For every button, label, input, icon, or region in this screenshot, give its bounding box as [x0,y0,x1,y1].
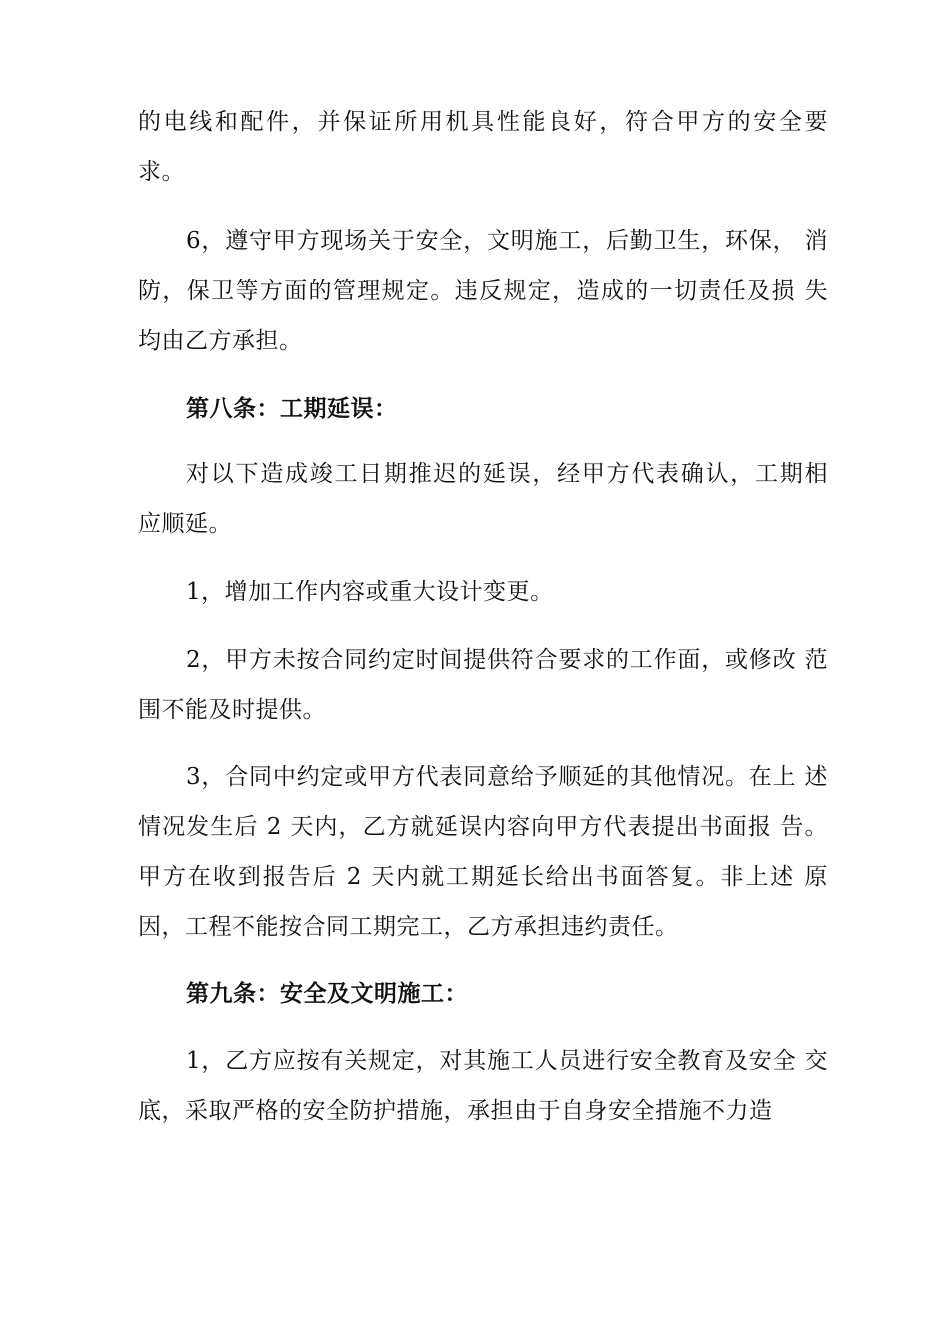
text-line: 甲方在收到报告后 2 天内就工期延长给出书面答复。非上述 原 [138,864,828,890]
paragraph-delay-intro [138,449,828,549]
text-line: 防，保卫等方面的管理规定。违反规定，造成的一切责任及损 失 [138,278,828,304]
section-heading-article-8 [138,384,828,434]
paragraph-item-6 [138,216,828,366]
text-line: 应顺延。 [138,511,232,537]
paragraph-safety-item-1 [138,1036,828,1136]
heading-text: 第八条：工期延误： [186,396,398,422]
text-line: 均由乙方承担。 [138,328,303,354]
heading-text: 第九条：安全及文明施工： [186,981,468,1007]
text-line: 6，遵守甲方现场关于安全，文明施工，后勤卫生，环保， 消 [186,228,828,254]
text-line: 围不能及时提供。 [138,697,326,723]
paragraph-delay-item-2 [138,635,828,735]
text-line: 对以下造成竣工日期推迟的延误，经甲方代表确认，工期相 [186,461,828,487]
paragraph-continuation [138,97,828,197]
text-line: 求。 [138,159,185,185]
text-line: 1，乙方应按有关规定，对其施工人员进行安全教育及安全 交 [186,1048,828,1074]
text-line: 底，采取严格的安全防护措施，承担由于自身安全措施不力造 [138,1098,773,1124]
text-line: 情况发生后 2 天内，乙方就延误内容向甲方代表提出书面报 告。 [138,814,828,840]
text-line: 3，合同中约定或甲方代表同意给予顺延的其他情况。在上 述 [186,764,828,790]
text-line: 1，增加工作内容或重大设计变更。 [186,579,554,605]
section-heading-article-9 [138,969,828,1019]
text-line: 2，甲方未按合同约定时间提供符合要求的工作面，或修改 范 [186,647,828,673]
paragraph-delay-item-3 [138,752,828,952]
paragraph-delay-item-1 [138,567,828,617]
text-line: 因，工程不能按合同工期完工，乙方承担违约责任。 [138,914,679,940]
text-line: 的电线和配件，并保证所用机具性能良好，符合甲方的安全要 [138,109,828,135]
